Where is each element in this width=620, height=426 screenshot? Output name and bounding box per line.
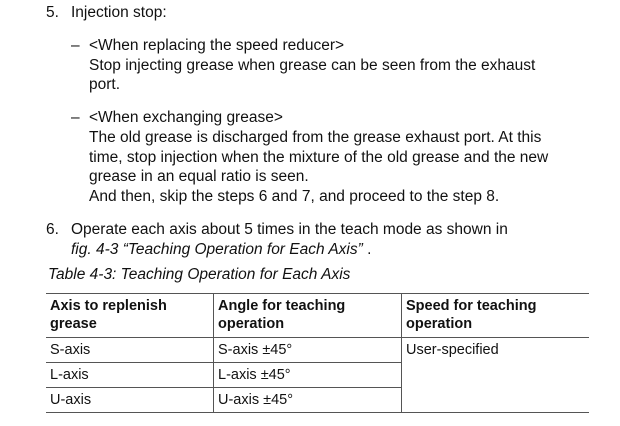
header-angle-line-1: Angle for teaching (218, 298, 346, 314)
angle-cell: S-axis ±45° (214, 338, 402, 363)
header-speed-line-2: operation (406, 316, 473, 332)
step-6-line-2 (71, 240, 371, 260)
speed-cell: User-specified (402, 338, 590, 413)
angle-cell: U-axis ±45° (214, 388, 402, 413)
step-6-line-1: Operate each axis about 5 times in the teach mode as shown in (71, 221, 508, 238)
table-row (46, 338, 589, 363)
axis-cell: U-axis (46, 388, 214, 413)
case-2-line-3: grease in an equal ratio is seen. (89, 168, 309, 185)
case-1-line-1: Stop injecting grease when grease can be seen from the exhaust (89, 57, 536, 74)
case-1-heading: <When replacing the speed reducer> (89, 37, 345, 54)
step-6-number: 6. (46, 221, 59, 238)
figure-reference-title[interactable]: “Teaching Operation for Each Axis” (118, 241, 368, 258)
step-5-number: 5. (46, 4, 59, 21)
header-axis (46, 294, 214, 338)
angle-cell: L-axis ±45° (214, 363, 402, 388)
header-speed-line-1: Speed for teaching (406, 298, 537, 314)
case-2-line-1: The old grease is discharged from the grease exhaust port. At this (89, 129, 542, 146)
header-speed (402, 294, 590, 338)
step-5-title: Injection stop: (71, 4, 167, 21)
figure-reference-link[interactable]: fig. 4-3 (71, 241, 119, 258)
case-1-dash: – (71, 37, 80, 54)
axis-cell: L-axis (46, 363, 214, 388)
case-2-line-2: time, stop injection when the mixture of the old grease and the new (89, 149, 549, 166)
case-2-heading: <When exchanging grease> (89, 109, 283, 126)
header-axis-line-2: grease (50, 316, 97, 332)
table-header-row (46, 294, 589, 338)
step-6-period: . (367, 241, 372, 258)
case-1-line-2: port. (89, 76, 121, 93)
case-2-line-4: And then, skip the steps 6 and 7, and proceed to the step 8. (89, 188, 500, 205)
teaching-operation-table (46, 293, 589, 413)
header-angle (214, 294, 402, 338)
table-caption: Table 4-3: Teaching Operation for Each Axis (48, 266, 351, 283)
header-angle-line-2: operation (218, 316, 285, 332)
axis-cell: S-axis (46, 338, 214, 363)
header-axis-line-1: Axis to replenish (50, 298, 167, 314)
case-2-dash: – (71, 109, 80, 126)
